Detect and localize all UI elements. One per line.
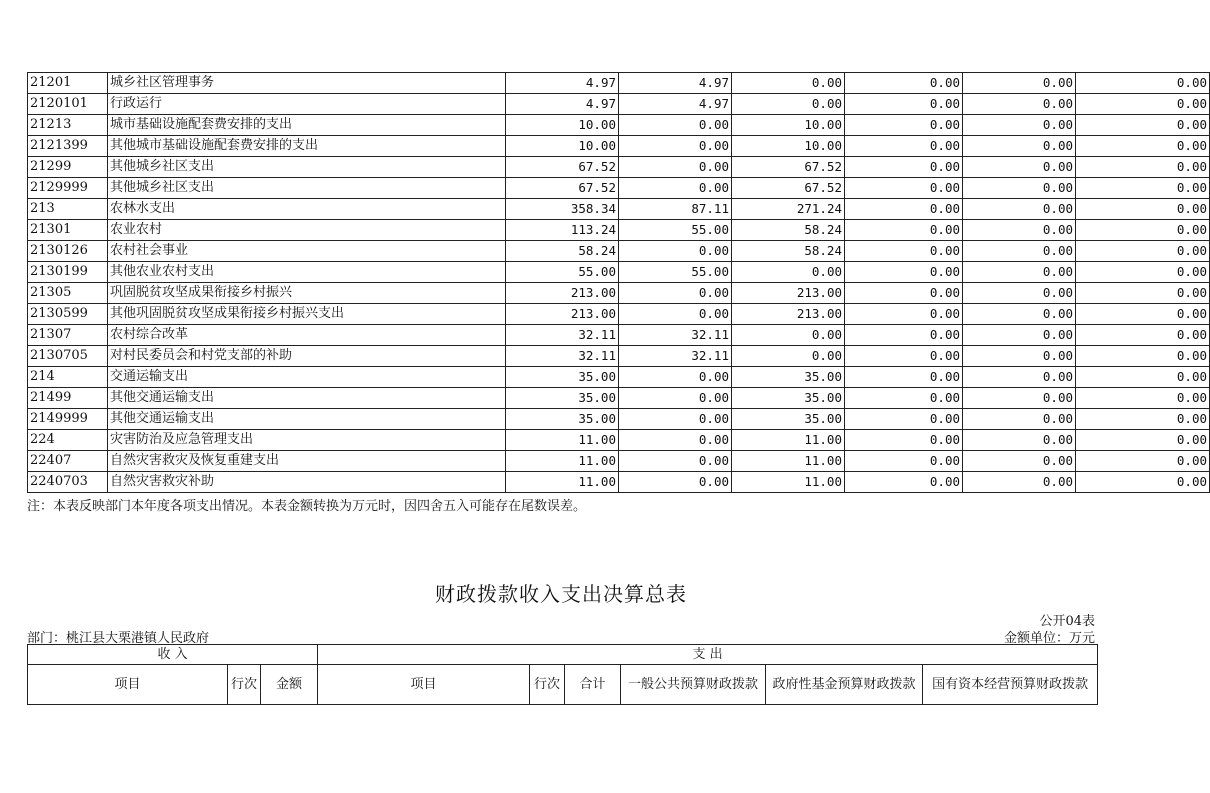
table-row xyxy=(28,136,1210,157)
col-state-capital-budget: 国有资本经营预算财政拨款 xyxy=(923,665,1098,705)
col-income-amount: 金额 xyxy=(261,665,318,705)
row-name: 其他巩固脱贫攻坚成果衔接乡村振兴支出 xyxy=(108,304,506,325)
row-amount-3: 213.00 xyxy=(732,304,845,325)
row-amount-5: 0.00 xyxy=(963,115,1076,136)
row-amount-3: 271.24 xyxy=(732,199,845,220)
row-amount-5: 0.00 xyxy=(963,220,1076,241)
expense-detail-body xyxy=(28,73,1210,493)
row-amount-2: 0.00 xyxy=(619,241,732,262)
row-amount-1: 10.00 xyxy=(506,115,619,136)
row-amount-3: 67.52 xyxy=(732,178,845,199)
row-amount-1: 55.00 xyxy=(506,262,619,283)
row-code: 22407 xyxy=(28,451,108,472)
row-name: 农林水支出 xyxy=(108,199,506,220)
row-amount-5: 0.00 xyxy=(963,199,1076,220)
row-name: 其他农业农村支出 xyxy=(108,262,506,283)
row-amount-6: 0.00 xyxy=(1076,409,1210,430)
row-amount-4: 0.00 xyxy=(845,346,963,367)
table-row xyxy=(28,388,1210,409)
row-amount-5: 0.00 xyxy=(963,472,1076,493)
row-name: 农村社会事业 xyxy=(108,241,506,262)
row-amount-3: 0.00 xyxy=(732,346,845,367)
table-row xyxy=(28,157,1210,178)
row-amount-3: 35.00 xyxy=(732,367,845,388)
row-amount-6: 0.00 xyxy=(1076,472,1210,493)
row-amount-3: 58.24 xyxy=(732,220,845,241)
row-code: 21301 xyxy=(28,220,108,241)
row-amount-4: 0.00 xyxy=(845,220,963,241)
row-amount-2: 0.00 xyxy=(619,388,732,409)
row-code: 2130705 xyxy=(28,346,108,367)
table-row xyxy=(28,451,1210,472)
row-amount-3: 10.00 xyxy=(732,136,845,157)
row-amount-6: 0.00 xyxy=(1076,73,1210,94)
row-amount-2: 0.00 xyxy=(619,283,732,304)
row-name: 农业农村 xyxy=(108,220,506,241)
row-amount-1: 11.00 xyxy=(506,472,619,493)
page-title: 财政拨款收入支出决算总表 xyxy=(435,582,687,606)
row-amount-6: 0.00 xyxy=(1076,283,1210,304)
unit-label: 金额单位：万元 xyxy=(1003,631,1095,646)
table-note: 注：本表反映部门本年度各项支出情况。本表金额转换为万元时，因四舍五入可能存在尾数误差。 xyxy=(27,499,587,514)
row-code: 224 xyxy=(28,430,108,451)
col-general-budget: 一般公共预算财政拨款 xyxy=(621,665,766,705)
row-amount-5: 0.00 xyxy=(963,73,1076,94)
row-amount-3: 0.00 xyxy=(732,325,845,346)
row-name: 交通运输支出 xyxy=(108,367,506,388)
row-amount-1: 4.97 xyxy=(506,73,619,94)
table-row xyxy=(28,430,1210,451)
row-amount-2: 4.97 xyxy=(619,73,732,94)
row-amount-4: 0.00 xyxy=(845,241,963,262)
row-name: 行政运行 xyxy=(108,94,506,115)
row-amount-6: 0.00 xyxy=(1076,220,1210,241)
income-group-header: 收 入 xyxy=(28,645,318,665)
row-amount-1: 58.24 xyxy=(506,241,619,262)
row-amount-1: 35.00 xyxy=(506,367,619,388)
row-amount-2: 32.11 xyxy=(619,325,732,346)
row-amount-1: 213.00 xyxy=(506,283,619,304)
row-amount-2: 0.00 xyxy=(619,451,732,472)
row-amount-2: 0.00 xyxy=(619,115,732,136)
row-name: 灾害防治及应急管理支出 xyxy=(108,430,506,451)
row-amount-2: 0.00 xyxy=(619,157,732,178)
row-amount-3: 35.00 xyxy=(732,388,845,409)
form-code: 公开04表 xyxy=(1039,614,1095,629)
row-amount-6: 0.00 xyxy=(1076,346,1210,367)
table-row xyxy=(28,94,1210,115)
row-amount-1: 67.52 xyxy=(506,157,619,178)
row-amount-5: 0.00 xyxy=(963,409,1076,430)
row-name: 其他城市基础设施配套费安排的支出 xyxy=(108,136,506,157)
row-code: 2130599 xyxy=(28,304,108,325)
row-name: 其他交通运输支出 xyxy=(108,409,506,430)
row-amount-4: 0.00 xyxy=(845,178,963,199)
row-amount-5: 0.00 xyxy=(963,262,1076,283)
row-code: 2120101 xyxy=(28,94,108,115)
row-code: 2130199 xyxy=(28,262,108,283)
row-amount-3: 67.52 xyxy=(732,157,845,178)
row-amount-4: 0.00 xyxy=(845,388,963,409)
row-amount-6: 0.00 xyxy=(1076,94,1210,115)
row-amount-4: 0.00 xyxy=(845,73,963,94)
col-expense-item: 项目 xyxy=(318,665,530,705)
department-label: 部门：桃江县大栗港镇人民政府 xyxy=(27,631,210,646)
row-amount-5: 0.00 xyxy=(963,283,1076,304)
row-amount-2: 55.00 xyxy=(619,220,732,241)
row-amount-4: 0.00 xyxy=(845,94,963,115)
row-code: 21499 xyxy=(28,388,108,409)
row-amount-1: 35.00 xyxy=(506,409,619,430)
row-amount-3: 10.00 xyxy=(732,115,845,136)
expense-detail-table xyxy=(27,72,1210,493)
row-code: 2121399 xyxy=(28,136,108,157)
row-amount-5: 0.00 xyxy=(963,94,1076,115)
row-amount-6: 0.00 xyxy=(1076,241,1210,262)
summary-header-table xyxy=(27,644,1098,705)
row-code: 2149999 xyxy=(28,409,108,430)
row-amount-2: 0.00 xyxy=(619,367,732,388)
row-amount-2: 87.11 xyxy=(619,199,732,220)
row-name: 其他交通运输支出 xyxy=(108,388,506,409)
table-row xyxy=(28,115,1210,136)
row-name: 农村综合改革 xyxy=(108,325,506,346)
row-amount-6: 0.00 xyxy=(1076,388,1210,409)
row-name: 其他城乡社区支出 xyxy=(108,178,506,199)
row-amount-6: 0.00 xyxy=(1076,304,1210,325)
col-fund-budget: 政府性基金预算财政拨款 xyxy=(766,665,923,705)
table-row xyxy=(28,262,1210,283)
row-amount-5: 0.00 xyxy=(963,136,1076,157)
row-amount-1: 4.97 xyxy=(506,94,619,115)
row-amount-6: 0.00 xyxy=(1076,136,1210,157)
row-amount-4: 0.00 xyxy=(845,304,963,325)
row-amount-3: 11.00 xyxy=(732,451,845,472)
col-income-row-no: 行次 xyxy=(228,665,261,705)
row-code: 2129999 xyxy=(28,178,108,199)
expense-group-header: 支 出 xyxy=(318,645,1098,665)
row-amount-3: 11.00 xyxy=(732,472,845,493)
row-amount-3: 35.00 xyxy=(732,409,845,430)
row-amount-5: 0.00 xyxy=(963,157,1076,178)
row-amount-4: 0.00 xyxy=(845,262,963,283)
table-row xyxy=(28,325,1210,346)
row-amount-5: 0.00 xyxy=(963,430,1076,451)
row-amount-4: 0.00 xyxy=(845,199,963,220)
row-amount-5: 0.00 xyxy=(963,304,1076,325)
row-amount-4: 0.00 xyxy=(845,409,963,430)
table-row xyxy=(28,73,1210,94)
row-amount-1: 32.11 xyxy=(506,325,619,346)
row-name: 其他城乡社区支出 xyxy=(108,157,506,178)
row-amount-2: 55.00 xyxy=(619,262,732,283)
row-amount-3: 0.00 xyxy=(732,73,845,94)
row-amount-1: 11.00 xyxy=(506,430,619,451)
row-amount-3: 11.00 xyxy=(732,430,845,451)
col-expense-row-no: 行次 xyxy=(530,665,565,705)
row-amount-6: 0.00 xyxy=(1076,325,1210,346)
row-amount-2: 0.00 xyxy=(619,430,732,451)
table-row xyxy=(28,199,1210,220)
row-amount-3: 213.00 xyxy=(732,283,845,304)
row-amount-4: 0.00 xyxy=(845,157,963,178)
row-amount-3: 58.24 xyxy=(732,241,845,262)
row-code: 214 xyxy=(28,367,108,388)
row-name: 巩固脱贫攻坚成果衔接乡村振兴 xyxy=(108,283,506,304)
row-amount-2: 0.00 xyxy=(619,472,732,493)
row-name: 自然灾害救灾及恢复重建支出 xyxy=(108,451,506,472)
table-row xyxy=(28,472,1210,493)
row-amount-1: 11.00 xyxy=(506,451,619,472)
row-amount-5: 0.00 xyxy=(963,388,1076,409)
row-code: 2130126 xyxy=(28,241,108,262)
row-amount-2: 4.97 xyxy=(619,94,732,115)
row-amount-1: 67.52 xyxy=(506,178,619,199)
row-amount-2: 0.00 xyxy=(619,178,732,199)
row-amount-3: 0.00 xyxy=(732,262,845,283)
table-row xyxy=(28,346,1210,367)
row-amount-1: 32.11 xyxy=(506,346,619,367)
row-code: 21201 xyxy=(28,73,108,94)
row-amount-4: 0.00 xyxy=(845,472,963,493)
row-amount-4: 0.00 xyxy=(845,136,963,157)
row-name: 自然灾害救灾补助 xyxy=(108,472,506,493)
row-amount-1: 358.34 xyxy=(506,199,619,220)
row-amount-5: 0.00 xyxy=(963,241,1076,262)
table-row xyxy=(28,367,1210,388)
col-expense-total: 合计 xyxy=(565,665,621,705)
row-amount-3: 0.00 xyxy=(732,94,845,115)
row-amount-4: 0.00 xyxy=(845,115,963,136)
row-amount-2: 0.00 xyxy=(619,136,732,157)
table-row xyxy=(28,409,1210,430)
row-amount-6: 0.00 xyxy=(1076,157,1210,178)
row-name: 城市基础设施配套费安排的支出 xyxy=(108,115,506,136)
col-income-item: 项目 xyxy=(28,665,228,705)
row-name: 城乡社区管理事务 xyxy=(108,73,506,94)
row-amount-5: 0.00 xyxy=(963,325,1076,346)
table-row xyxy=(28,283,1210,304)
row-code: 21299 xyxy=(28,157,108,178)
row-amount-2: 0.00 xyxy=(619,409,732,430)
table-row xyxy=(28,220,1210,241)
row-amount-5: 0.00 xyxy=(963,451,1076,472)
row-code: 21213 xyxy=(28,115,108,136)
row-amount-4: 0.00 xyxy=(845,451,963,472)
row-amount-1: 35.00 xyxy=(506,388,619,409)
table-row xyxy=(28,178,1210,199)
row-amount-4: 0.00 xyxy=(845,430,963,451)
row-amount-1: 10.00 xyxy=(506,136,619,157)
row-amount-4: 0.00 xyxy=(845,325,963,346)
row-code: 213 xyxy=(28,199,108,220)
row-code: 2240703 xyxy=(28,472,108,493)
row-code: 21307 xyxy=(28,325,108,346)
table-row xyxy=(28,241,1210,262)
row-amount-1: 113.24 xyxy=(506,220,619,241)
row-amount-6: 0.00 xyxy=(1076,262,1210,283)
row-amount-6: 0.00 xyxy=(1076,115,1210,136)
row-amount-6: 0.00 xyxy=(1076,367,1210,388)
table-row xyxy=(28,304,1210,325)
row-amount-5: 0.00 xyxy=(963,346,1076,367)
row-amount-6: 0.00 xyxy=(1076,430,1210,451)
row-amount-6: 0.00 xyxy=(1076,199,1210,220)
row-amount-4: 0.00 xyxy=(845,283,963,304)
row-amount-1: 213.00 xyxy=(506,304,619,325)
row-name: 对村民委员会和村党支部的补助 xyxy=(108,346,506,367)
row-amount-6: 0.00 xyxy=(1076,451,1210,472)
row-code: 21305 xyxy=(28,283,108,304)
row-amount-6: 0.00 xyxy=(1076,178,1210,199)
row-amount-5: 0.00 xyxy=(963,367,1076,388)
row-amount-5: 0.00 xyxy=(963,178,1076,199)
row-amount-2: 0.00 xyxy=(619,304,732,325)
row-amount-4: 0.00 xyxy=(845,367,963,388)
row-amount-2: 32.11 xyxy=(619,346,732,367)
